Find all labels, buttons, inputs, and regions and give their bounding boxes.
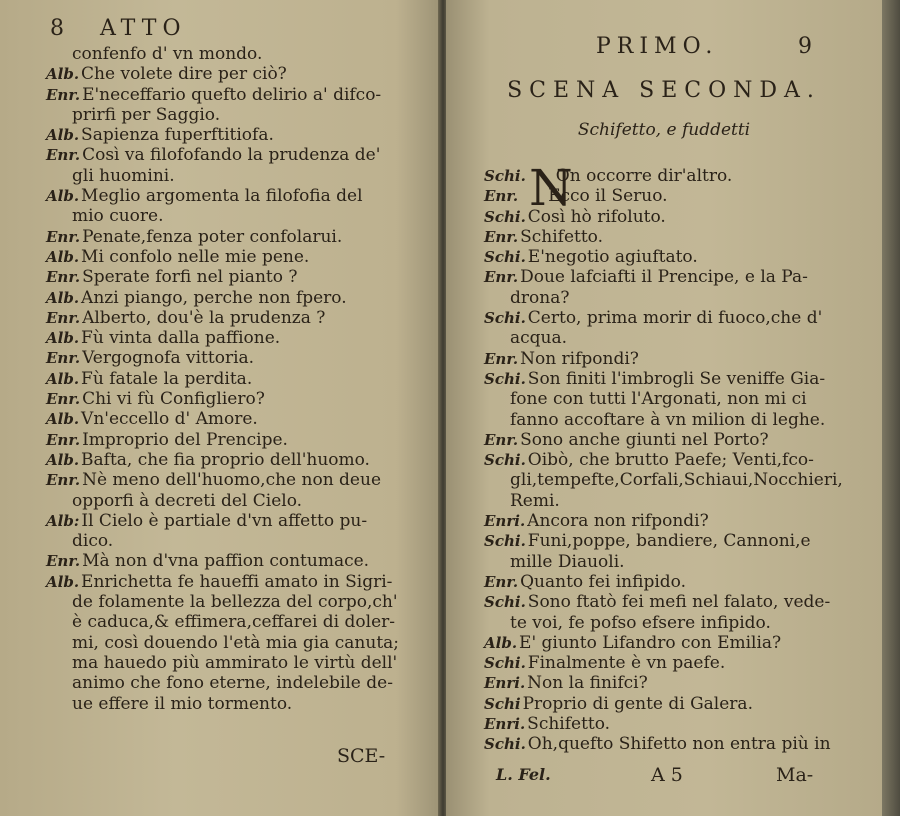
text-line [484,552,882,572]
speaker-label: Schi. [484,207,526,226]
text-line [46,653,436,673]
line-text: ma hauedo più ammirato le virtù dell' [72,652,398,673]
text-line [46,511,436,531]
text-line [484,430,882,450]
line-text: Funi,poppe, bandiere, Cannoni,e [527,531,811,552]
speaker-label: Schi. [484,167,526,185]
line-text: Enrichetta fe haueffi amato in Sigri- [81,571,393,592]
speaker-label: Enr. [46,85,81,104]
text-line [484,186,882,206]
right-catchword: Ma- [776,764,814,786]
line-text: mio cuore. [72,206,164,227]
line-text: animo che fono eterne, indelebile de- [72,673,393,694]
speaker-label: Alb. [46,572,80,591]
line-text: gli huomini. [72,165,175,186]
speaker-label: Enr. [46,349,81,368]
line-text: de folamente la bellezza del corpo,ch' [72,592,398,613]
line-text: opporfi à decreti del Cielo. [72,490,303,511]
speaker-label: Enr. [46,471,81,490]
speaker-label: Schi. [484,309,526,328]
text-line [46,633,436,653]
text-line [484,511,882,531]
text-line [46,105,436,125]
line-text: Improprio del Prencipe. [82,429,288,450]
line-text: E'negotio agiuftato. [527,247,698,268]
line-text: Anzi piango, perche non fpero. [81,287,347,308]
text-line [46,186,436,206]
line-text: Oibò, che brutto Paefe; Venti,fco- [527,450,814,471]
speaker-label: Alb. [46,329,80,348]
speaker-label: Schi [484,694,521,713]
line-text: Schifetto. [520,226,604,247]
line-text: Finalmente è vn paefe. [527,653,726,674]
text-line [484,166,882,186]
speaker-label: Enr. [46,268,81,287]
text-line [484,410,882,430]
line-text: Penate,fenza poter confolarui. [82,226,343,247]
left-text-block [46,44,436,714]
text-line [484,389,882,409]
text-line [484,734,882,754]
line-text: On occorre dir'altro. [555,166,733,186]
text-line [46,44,436,64]
speaker-label: Enr. [484,268,519,287]
text-line [46,64,436,84]
text-line [484,369,882,389]
drop-cap: N [529,159,573,217]
text-line [46,673,436,693]
right-running-head [446,14,882,59]
speaker-label: Schi. [484,369,526,388]
line-text: fanno accoftare à vn milion di leghe. [510,409,826,430]
page-edge [882,0,900,816]
line-text: dico. [72,531,114,552]
text-line [46,166,436,186]
speaker-label: Enr. [484,572,519,591]
line-text: mi, così douendo l'età mia gia canuta; [72,632,400,653]
line-text: Alberto, dou'è la prudenza ? [82,307,326,328]
line-text: Sono ftatò fei mefi nel falato, vede- [527,592,831,613]
line-text: prirfi per Saggio. [72,104,221,125]
line-text: Che volete dire per ciò? [81,64,287,85]
speaker-label: Alb. [46,288,80,307]
speaker-label: Enri. [484,512,526,531]
line-text: Nè meno dell'huomo,che non deue [82,470,382,491]
text-line [46,85,436,105]
line-text: Mà non d'vna paffion contumace. [82,551,370,572]
line-text: Vergognofa vittoria. [82,348,255,369]
left-page [0,0,440,816]
scene-title: SCENA SECONDA. [507,78,821,103]
line-text: Oh,quefto Shifetto non entra più in [527,734,831,755]
line-text: Proprio di gente di Galera. [522,693,753,714]
line-text: gli,tempefte,Corfali,Schiaui,Nocchieri, [510,470,843,491]
text-line [46,409,436,429]
text-line [484,572,882,592]
text-line [484,592,882,612]
text-line [46,206,436,226]
line-text: E'neceffario quefto delirio a' difco- [82,84,382,105]
speaker-label: Enri. [484,715,526,734]
text-line [46,288,436,308]
text-line [46,551,436,571]
line-text: Il Cielo è partiale d'vn affetto pu- [81,510,368,531]
text-line [484,450,882,470]
text-line [46,470,436,490]
left-catchword: SCE- [337,745,386,767]
text-line [46,612,436,632]
text-line [46,450,436,470]
speaker-label: Enr. [484,349,519,368]
text-line [484,714,882,734]
text-line [484,349,882,369]
text-line [484,694,882,714]
speaker-label: Enr. [484,227,519,246]
line-text: Remi. [510,490,560,511]
line-text: confenfo d' vn mondo. [72,44,263,64]
line-text: Ecco il Seruo. [548,186,668,207]
line-text: Certo, prima morir di fuoco,che d' [527,308,823,329]
line-text: acqua. [510,328,568,349]
line-text: te voi, fe pofso efsere infipido. [510,612,771,633]
speaker-label: Enr. [484,430,519,449]
text-line [46,389,436,409]
speaker-label: Schi. [484,451,526,470]
text-line [46,267,436,287]
speaker-label: Enr. [46,552,81,571]
speaker-label: Enr. [46,390,81,409]
line-text: Vn'eccello d' Amore. [81,409,258,430]
text-line [46,430,436,450]
left-running-head [0,14,440,44]
text-line [46,247,436,267]
left-page-number: 8 [50,16,64,41]
line-text: Son finiti l'imbrogli Se veniffe Gia- [527,368,826,389]
speaker-label: Alb. [484,633,518,652]
speaker-label: Alb. [46,369,80,388]
speaker-label: Enr. [46,227,81,246]
text-line [484,267,882,287]
line-text: è caduca,& effimera,ceffarei di doler- [72,612,395,633]
speaker-label: Alb. [46,187,80,206]
line-text: Meglio argomenta la filofofia del [81,186,363,207]
left-head-title: ATTO [100,16,187,41]
line-text: E' giunto Lifandro con Emilia? [519,632,782,653]
line-text: Così hò rifoluto. [527,206,666,227]
text-line [46,531,436,551]
text-line [484,673,882,693]
speaker-label: Schi. [484,593,526,612]
text-line [484,207,882,227]
text-line [484,470,882,490]
speaker-label: Enr. [46,146,81,165]
text-line [484,247,882,267]
right-head-title: PRIMO. [596,34,719,59]
line-text: Fù fatale la perdita. [81,368,253,389]
line-text: Sperate forfi nel pianto ? [82,267,298,288]
speaker-label: Alb. [46,65,80,84]
speaker-label: Schi. [484,532,526,551]
text-line [484,328,882,348]
speaker-label: Enr. [46,308,81,327]
text-line [46,369,436,389]
speaker-label: Alb: [46,511,80,530]
text-line [46,491,436,511]
line-text: Doue lafciafti il Prencipe, e la Pa- [520,267,808,288]
text-line [46,592,436,612]
speaker-label: Enr. [46,430,81,449]
line-text: Ancora non rifpondi? [527,511,709,532]
line-text: Sapienza fuperftitiofa. [81,125,274,146]
text-line [46,694,436,714]
line-text: Chi vi fù Configliero? [82,389,265,410]
line-text: Non la finifci? [527,673,648,694]
text-line [484,613,882,633]
line-text: Bafta, che fia proprio dell'huomo. [81,449,370,470]
text-line [484,227,882,247]
text-line [46,348,436,368]
line-text: Mi confolo nelle mie pene. [81,246,310,267]
line-text: Così va filofofando la prudenza de' [82,145,381,166]
text-line [46,145,436,165]
text-line [46,227,436,247]
speaker-label: Enr. [484,187,519,206]
line-text: Non rifpondi? [520,348,639,369]
right-text-block [484,166,882,755]
speaker-label: Schi. [484,248,526,267]
text-line [484,633,882,653]
text-line [46,308,436,328]
line-text: Schifetto. [527,714,611,735]
gathering-signature: A 5 [651,764,683,786]
speaker-label: Alb. [46,410,80,429]
speaker-label: Alb. [46,126,80,145]
text-line [484,491,882,511]
signature-mark: L. Fel. [496,765,551,784]
line-text: drona? [510,287,570,308]
text-line [46,125,436,145]
text-line [46,328,436,348]
line-text: fone con tutti l'Argonati, non mi ci [510,389,807,410]
speaker-label: Enri. [484,674,526,693]
line-text: mille Diauoli. [510,551,625,572]
speaker-label: Schi. [484,654,526,673]
line-text: Fù vinta dalla paffione. [81,328,281,349]
line-text: Sono anche giunti nel Porto? [520,429,769,450]
line-text: Quanto fei infipido. [520,571,686,592]
text-line [484,308,882,328]
line-text: ue effere il mio tormento. [72,693,293,714]
text-line [484,531,882,551]
right-page-number: 9 [798,34,812,59]
speaker-label: Schi. [484,735,526,754]
text-line [484,653,882,673]
right-page [446,0,882,816]
scene-characters: Schifetto, e fuddetti [577,120,751,140]
speaker-label: Alb. [46,450,80,469]
text-line [484,288,882,308]
speaker-label: Alb. [46,247,80,266]
text-line [46,572,436,592]
